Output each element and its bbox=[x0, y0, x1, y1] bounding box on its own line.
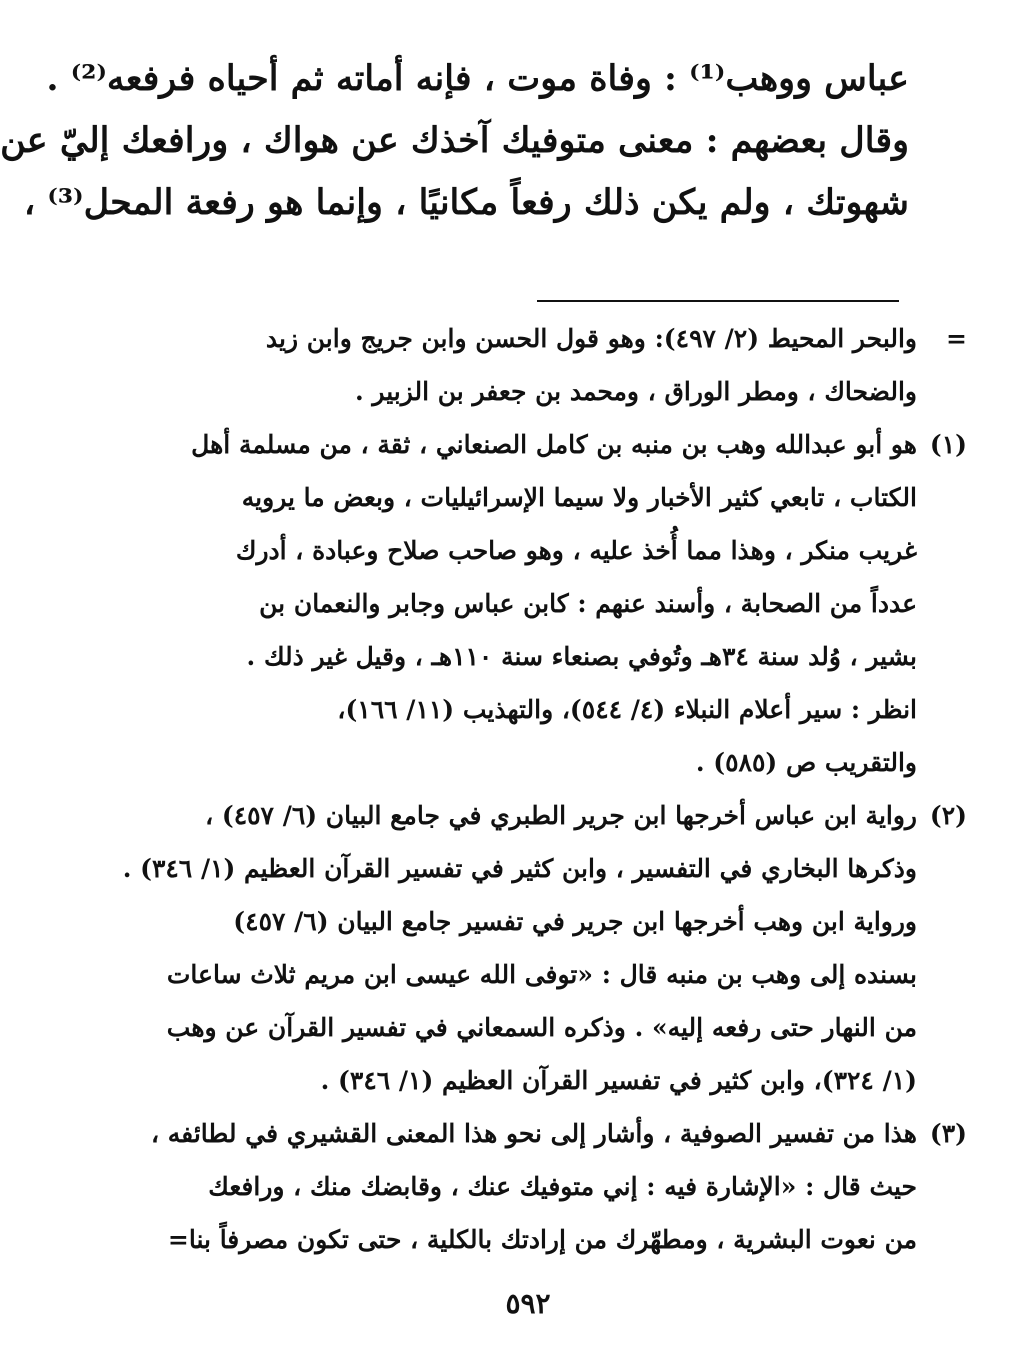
footnote-line bbox=[147, 365, 967, 418]
main-text-line: عباس ووهب⁽¹⁾ : وفاة موت ، فإنه أماته ثم أحياه فرفعه⁽²⁾ . bbox=[46, 58, 909, 99]
footnote-marker: (٢) bbox=[929, 801, 967, 830]
footnote-line bbox=[147, 789, 967, 842]
main-text-line: شهوتك ، ولم يكن ذلك رفعاً مكانيًا ، وإنما هو رفعة المحل⁽³⁾ ، bbox=[23, 182, 909, 223]
footnote-text: هذا من تفسير الصوفية ، وأشار إلى نحو هذا المعنى القشيري في لطائفه ، bbox=[151, 1119, 917, 1148]
footnote-line bbox=[147, 577, 967, 630]
footnote-text: هو أبو عبدالله وهب بن منبه بن كامل الصنعاني ، ثقة ، من مسلمة أهل bbox=[191, 430, 917, 459]
footnote-text: من نعوت البشرية ، ومطهّرك من إرادتك بالكلية ، حتى تكون مصرفاً بنا= bbox=[167, 1225, 917, 1254]
footnote-line bbox=[147, 418, 967, 471]
footnote-text: عدداً من الصحابة ، وأسند عنهم : كابن عباس وجابر والنعمان بن bbox=[259, 589, 917, 618]
footnote-text: الكتاب ، تابعي كثير الأخبار ولا سيما الإسرائيليات ، وبعض ما يرويه bbox=[241, 483, 917, 512]
footnote-text: غريب منكر ، وهذا مما أُخذ عليه ، وهو صاحب صلاح وعبادة ، أدرك bbox=[235, 536, 917, 565]
footnote-text: من النهار حتى رفعه إليه» . وذكره السمعاني في تفسير القرآن عن وهب bbox=[166, 1013, 917, 1042]
footnote-separator bbox=[537, 300, 899, 302]
footnote-text: ورواية ابن وهب أخرجها ابن جرير في تفسير جامع البيان (٦/ ٤٥٧) bbox=[233, 907, 917, 936]
footnote-text: والضحاك ، ومطر الوراق ، ومحمد بن جعفر بن الزبير . bbox=[355, 377, 917, 406]
footnote-text: وذكرها البخاري في التفسير ، وابن كثير في تفسير القرآن العظيم (١/ ٣٤٦) . bbox=[122, 854, 917, 883]
page-number: ٥٩٢ bbox=[505, 1287, 551, 1320]
main-text-block bbox=[0, 48, 909, 234]
footnote-line bbox=[147, 630, 967, 683]
footnote-line bbox=[147, 1213, 967, 1266]
footnote-line bbox=[147, 683, 967, 736]
footnote-line bbox=[147, 1107, 967, 1160]
footnote-line bbox=[147, 895, 967, 948]
footnote-line bbox=[147, 524, 967, 577]
footnote-text: رواية ابن عباس أخرجها ابن جرير الطبري في جامع البيان (٦/ ٤٥٧) ، bbox=[205, 801, 917, 830]
footnote-text: والبحر المحيط (٢/ ٤٩٧): وهو قول الحسن وابن جريج وابن زيد bbox=[265, 324, 917, 353]
footnote-line bbox=[147, 736, 967, 789]
main-text-line: وقال بعضهم : معنى متوفيك آخذك عن هواك ، ورافعك إليّ عن bbox=[0, 120, 909, 161]
footnote-line bbox=[147, 312, 967, 365]
footnote-text: انظر : سير أعلام النبلاء (٤/ ٥٤٤)، والتهذيب (١١/ ١٦٦)، bbox=[337, 695, 917, 724]
footnote-text: بسنده إلى وهب بن منبه قال : «توفى الله عيسى ابن مريم ثلاث ساعات bbox=[166, 960, 917, 989]
footnote-line bbox=[147, 471, 967, 524]
footnote-marker: = bbox=[946, 324, 967, 353]
footnote-text: حيث قال : «الإشارة فيه : إني متوفيك عنك ، وقابضك منك ، ورافعك bbox=[208, 1172, 917, 1201]
footnotes-block bbox=[122, 312, 967, 1266]
footnote-line bbox=[147, 1054, 967, 1107]
footnote-line bbox=[147, 948, 967, 1001]
footnote-marker: (٣) bbox=[929, 1119, 967, 1148]
footnote-text: (١/ ٣٢٤)، وابن كثير في تفسير القرآن العظيم (١/ ٣٤٦) . bbox=[320, 1066, 917, 1095]
footnote-line bbox=[147, 1001, 967, 1054]
footnote-line bbox=[147, 1160, 967, 1213]
footnote-line bbox=[122, 842, 967, 895]
footnote-text: بشير ، وُلد سنة ٣٤هـ وتُوفي بصنعاء سنة ١١٠هـ ، وقيل غير ذلك . bbox=[246, 642, 917, 671]
footnote-marker: (١) bbox=[929, 430, 967, 459]
footnote-text: والتقريب ص (٥٨٥) . bbox=[695, 748, 917, 777]
